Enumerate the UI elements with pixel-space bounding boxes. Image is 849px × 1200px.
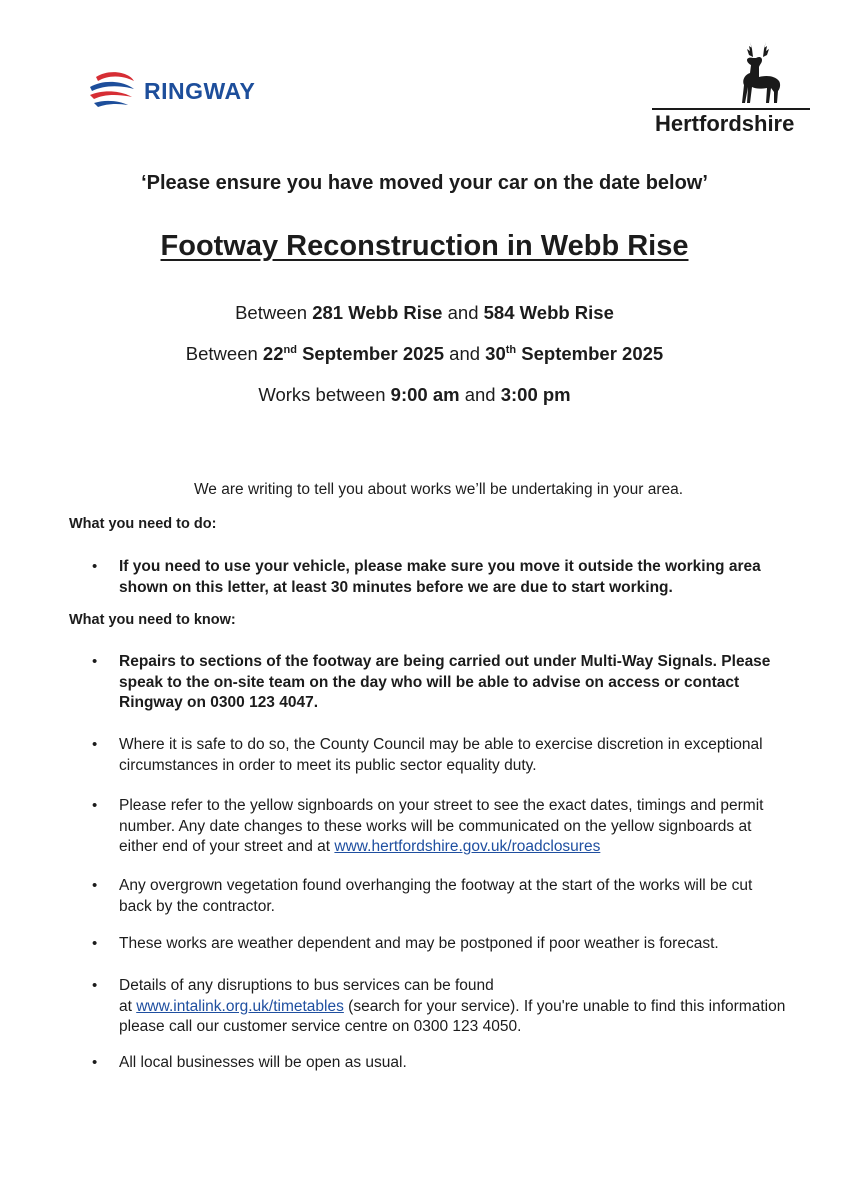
signboards-text: Please refer to the yellow signboards on your street to see the exact dates, timings and permit number. Any date changes to these works will be communicated on the yellow signboards at either end of your street and at xyxy=(119,797,764,855)
todo-item-text: If you need to use your vehicle, please make sure you move it outside the working area shown on this letter, at least 30 minutes before we are due to start working. xyxy=(119,558,761,596)
ringway-wordmark: RINGWAY xyxy=(144,77,256,104)
know-item-text: Repairs to sections of the footway are being carried out under Multi-Way Signals. Please speak to the on-site team on the day who will be able to advise on access or contact Ringway on 0300 123 4047. xyxy=(119,653,771,711)
hart-stag-icon xyxy=(720,38,790,106)
dates-prefix: Between xyxy=(185,343,258,364)
know-item-text: All local businesses will be open as usual. xyxy=(119,1054,407,1071)
roadclosures-link[interactable]: www.hertfordshire.gov.uk/roadclosures xyxy=(334,838,601,855)
start-month-year: September 2025 xyxy=(302,343,445,364)
dates-line xyxy=(0,343,849,365)
bullet-icon: • xyxy=(92,797,98,814)
end-day: 30 xyxy=(485,343,506,364)
know-item-text xyxy=(119,796,789,858)
start-day: 22 xyxy=(262,343,284,364)
bus-text-after: (search for your service). If you're unable to find this information please call our customer service centre on 0300 123 4050. xyxy=(119,997,786,1035)
bus-text-before: Details of any disruptions to bus services can be found xyxy=(119,977,494,994)
start-day-suffix: nd xyxy=(283,343,297,356)
bullet-icon: • xyxy=(92,1054,98,1071)
bus-text-at: at xyxy=(119,997,137,1015)
hours-and: and xyxy=(464,384,496,405)
hours-prefix: Works between xyxy=(258,384,386,405)
ringway-logo xyxy=(88,66,255,116)
hertfordshire-wordmark: Hertfordshire xyxy=(655,111,795,136)
location-prefix: Between xyxy=(235,302,308,323)
know-item-text: Any overgrown vegetation found overhanging the footway at the start of the works will be cut back by the contractor. xyxy=(119,877,753,915)
timetables-link[interactable]: www.intalink.org.uk/timetables xyxy=(136,997,344,1015)
hours-start: 9:00 am xyxy=(390,384,460,405)
location-and: and xyxy=(447,302,479,323)
bullet-icon: • xyxy=(92,935,98,952)
bullet-icon: • xyxy=(92,558,98,575)
end-day-suffix: th xyxy=(505,343,517,356)
location-to: 584 Webb Rise xyxy=(483,302,614,323)
intro-text: We are writing to tell you about works we’ll be undertaking in your area. xyxy=(193,481,684,498)
know-item-text xyxy=(119,976,789,1038)
know-heading: What you need to know: xyxy=(69,612,236,628)
know-item-text: Where it is safe to do so, the County Council may be able to exercise discretion in exceptional circumstances in order to meet its public sector equality duty. xyxy=(119,736,763,774)
ringway-swoosh-icon xyxy=(88,69,138,113)
logo-rule xyxy=(652,108,810,110)
todo-heading: What you need to do: xyxy=(69,516,217,532)
know-item-text: These works are weather dependent and may be postponed if poor weather is forecast. xyxy=(119,935,719,952)
bullet-icon: • xyxy=(92,977,98,994)
hours-line xyxy=(0,384,839,406)
location-line xyxy=(0,302,849,324)
end-month-year: September 2025 xyxy=(521,343,664,364)
location-from: 281 Webb Rise xyxy=(312,302,443,323)
move-car-notice: ‘Please ensure you have moved your car on the date below’ xyxy=(141,172,708,194)
bullet-icon: • xyxy=(92,653,98,670)
bullet-icon: • xyxy=(92,736,98,753)
bullet-icon: • xyxy=(92,877,98,894)
hertfordshire-logo xyxy=(652,38,812,138)
dates-and: and xyxy=(449,343,481,364)
hours-end: 3:00 pm xyxy=(500,384,571,405)
page-title: Footway Reconstruction in Webb Rise xyxy=(160,230,689,262)
